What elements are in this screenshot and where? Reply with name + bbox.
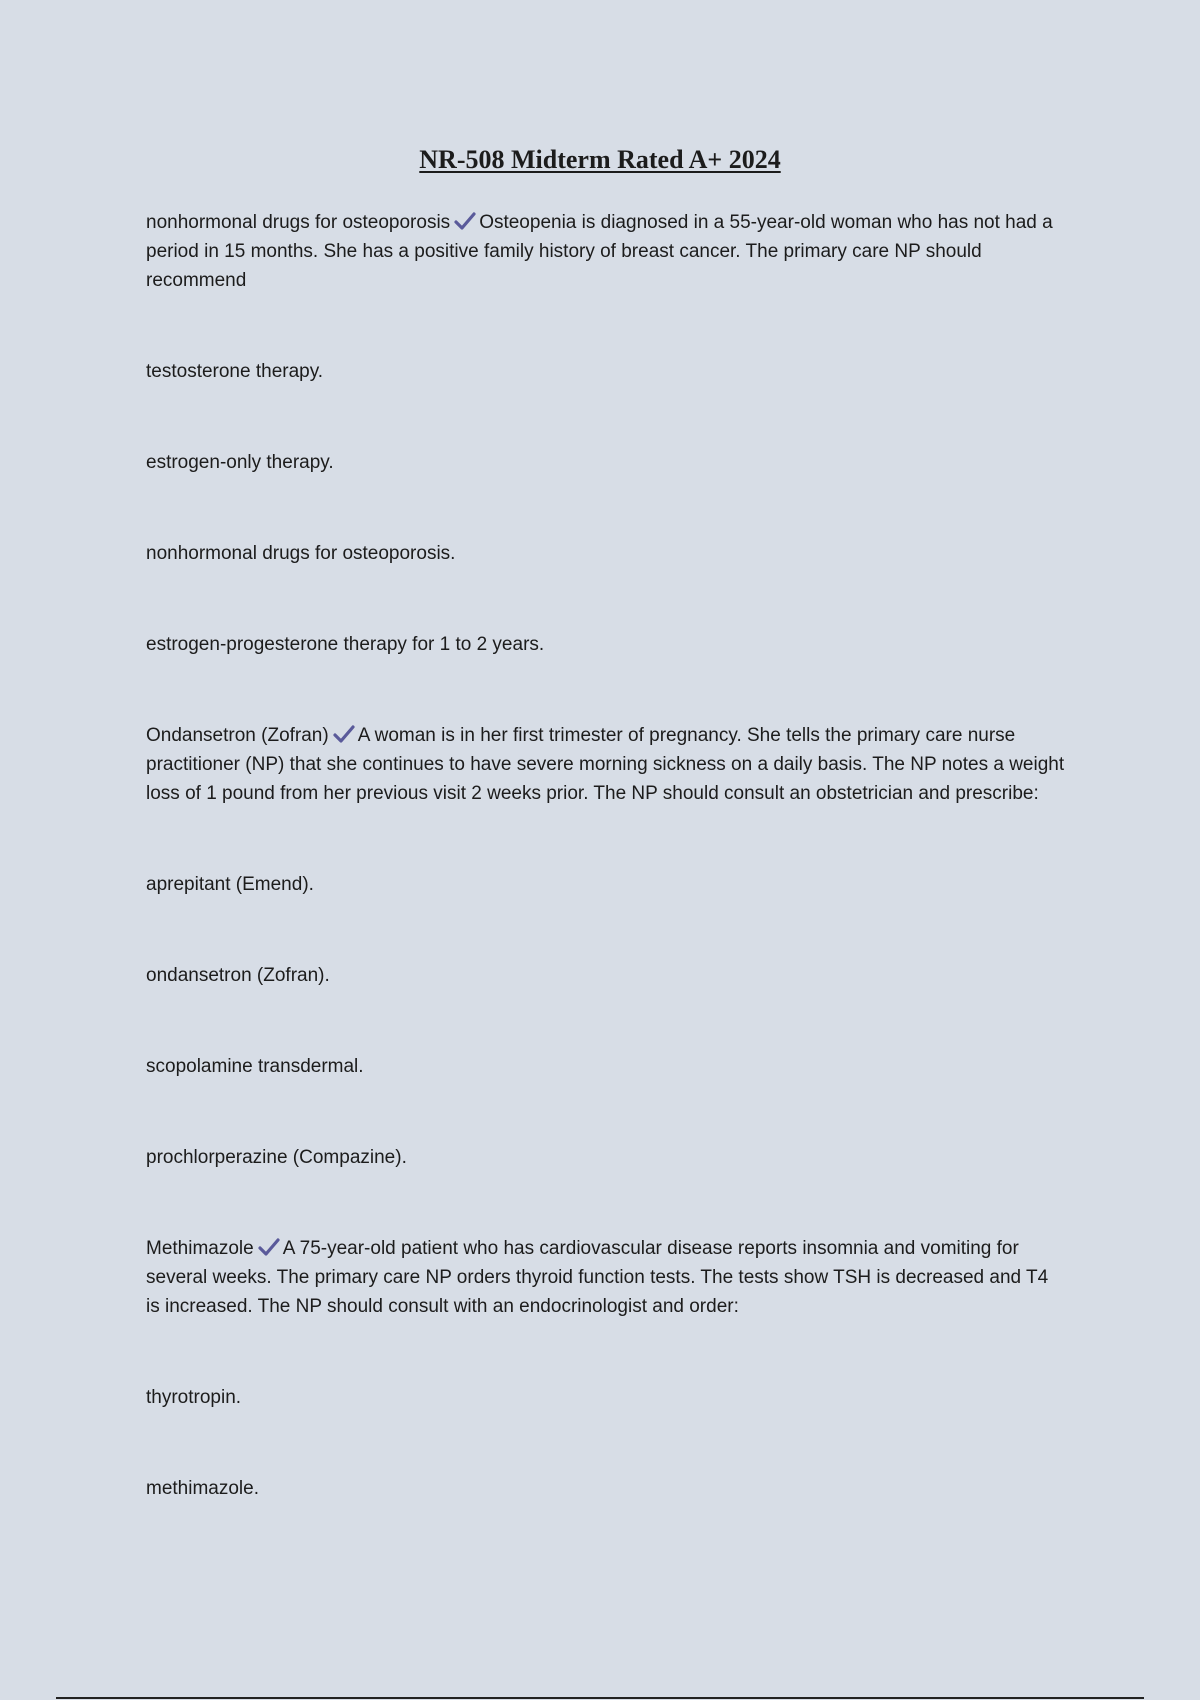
question-stem [146, 721, 1066, 808]
checkmark-icon [258, 1237, 280, 1257]
question-list [146, 208, 1066, 1565]
answer-option: estrogen-only therapy. [146, 452, 334, 473]
correct-answer: Ondansetron (Zofran) [146, 725, 329, 746]
answer-option: methimazole. [146, 1478, 259, 1499]
answer-option: ondansetron (Zofran). [146, 965, 330, 986]
checkmark-icon [333, 724, 355, 744]
question-stem [146, 1234, 1066, 1321]
answer-option: prochlorperazine (Compazine). [146, 1147, 407, 1168]
question-prompt: Osteopenia is diagnosed in a 55-year-old woman who has not had a period in 15 months. She has a positive family history of breast cancer. The primary care NP should recommend [146, 212, 1053, 291]
checkmark-icon [454, 211, 476, 231]
page-bottom-rule [56, 1697, 1144, 1699]
answer-option: testosterone therapy. [146, 361, 324, 382]
correct-answer: nonhormonal drugs for osteoporosis [146, 212, 451, 233]
answer-option: thyrotropin. [146, 1387, 242, 1408]
question-stem [146, 208, 1066, 295]
correct-answer: Methimazole [146, 1238, 254, 1259]
question-prompt: A 75-year-old patient who has cardiovascular disease reports insomnia and vomiting for several weeks. The primary care NP orders thyroid function tests. The tests show TSH is decreased and T4 is increased. The NP should consult with an endocrinologist and order: [146, 1238, 1049, 1317]
question-prompt: A woman is in her first trimester of pregnancy. She tells the primary care nurse practitioner (NP) that she continues to have severe morning sickness on a daily basis. The NP notes a weight loss of 1 pound from her previous visit 2 weeks prior. The NP should consult an obstetrician and prescribe: [146, 725, 1065, 804]
answer-option: estrogen-progesterone therapy for 1 to 2 years. [146, 634, 545, 655]
answer-option: nonhormonal drugs for osteoporosis. [146, 543, 456, 564]
answer-option: scopolamine transdermal. [146, 1056, 364, 1077]
answer-option: aprepitant (Emend). [146, 874, 314, 895]
document-title: NR-508 Midterm Rated A+ 2024 [419, 145, 781, 174]
